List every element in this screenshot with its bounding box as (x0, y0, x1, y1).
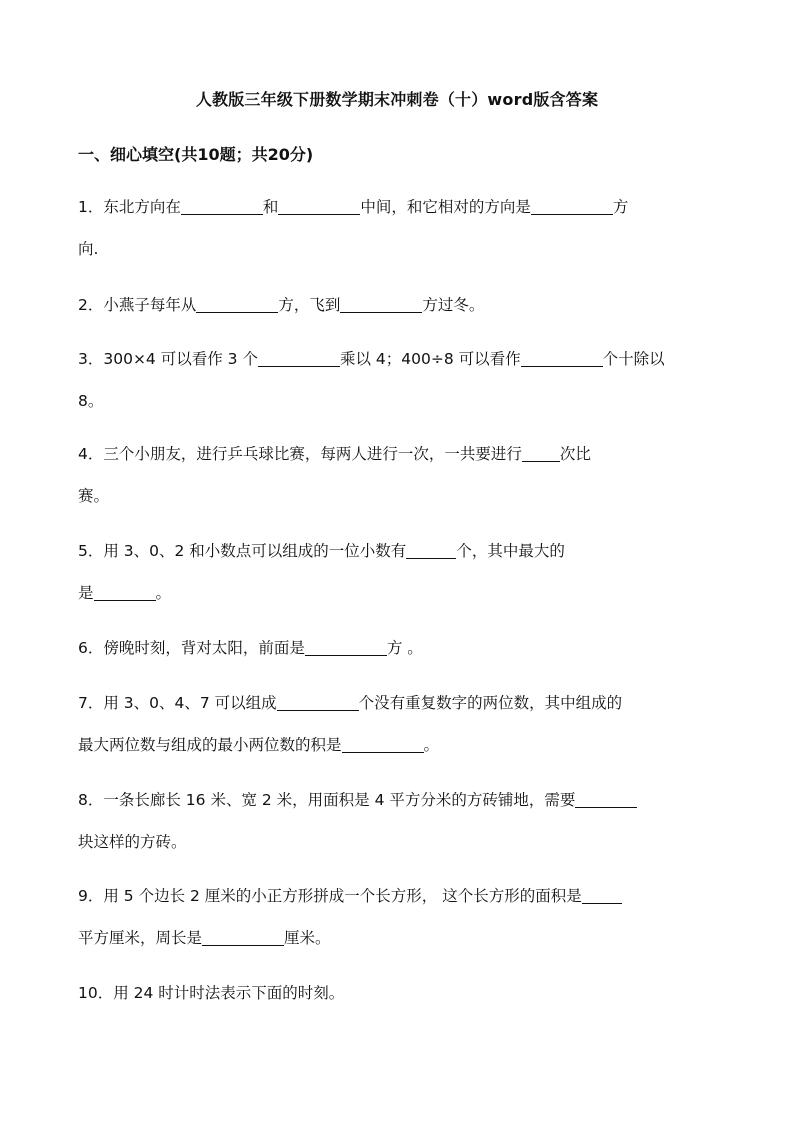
q1-text-b: 和 (262, 198, 279, 216)
q7-text-d: 。 (423, 736, 440, 754)
section-heading: 一、细心填空(共10题；共20分) (78, 145, 314, 164)
q4-text-c: 赛。 (78, 487, 110, 505)
q4-text-a: 4．三个小朋友，进行乒乓球比赛，每两人进行一次，一共要进行 (78, 445, 522, 463)
answer-blank[interactable] (522, 443, 560, 462)
q6-text-a: 6．傍晚时刻，背对太阳，前面是 (78, 639, 305, 657)
answer-blank[interactable] (181, 196, 263, 215)
q7-text-b: 个没有重复数字的两位数，其中组成的 (358, 694, 623, 712)
answer-blank[interactable] (575, 789, 637, 808)
question-10 (78, 972, 720, 1014)
q3-text-a: 3．300×4 可以看作 3 个 (78, 350, 258, 368)
q7-text-c: 最大两位数与组成的最小两位数的积是 (78, 736, 342, 754)
answer-blank[interactable] (531, 196, 613, 215)
q6-text-b: 方 。 (386, 639, 423, 657)
answer-blank[interactable] (521, 348, 603, 367)
q2-text-b: 方，飞到 (278, 296, 341, 314)
question-5 (78, 530, 720, 614)
q10-text-a: 10．用 24 时计时法表示下面的时刻。 (78, 984, 345, 1002)
question-3 (78, 338, 720, 422)
q1-text-e: 向. (78, 240, 99, 258)
question-2 (78, 284, 720, 326)
q3-text-d: 8。 (78, 392, 104, 410)
answer-blank[interactable] (342, 734, 424, 753)
q4-text-b: 次比 (559, 445, 591, 463)
answer-blank[interactable] (94, 582, 156, 601)
q9-text-b: 平方厘米，周长是 (78, 929, 203, 947)
question-6 (78, 627, 720, 669)
q8-text-b: 块这样的方砖。 (78, 833, 187, 851)
page-title: 人教版三年级下册数学期末冲刺卷（十）word版含答案 (195, 90, 599, 109)
q5-text-a: 5．用 3、0、2 和小数点可以组成的一位小数有 (78, 542, 407, 560)
q2-text-c: 方过冬。 (422, 296, 485, 314)
answer-blank[interactable] (202, 927, 284, 946)
question-8 (78, 779, 720, 863)
answer-blank[interactable] (258, 348, 340, 367)
answer-blank[interactable] (277, 692, 359, 711)
answer-blank[interactable] (305, 637, 387, 656)
q5-text-d: 。 (155, 584, 172, 602)
q2-text-a: 2．小燕子每年从 (78, 296, 197, 314)
q9-text-c: 厘米。 (284, 929, 331, 947)
q1-text-a: 1．东北方向在 (78, 198, 181, 216)
answer-blank[interactable] (278, 196, 360, 215)
question-4 (78, 433, 720, 517)
q9-text-a: 9．用 5 个边长 2 厘米的小正方形拼成一个长方形， 这个长方形的面积是 (78, 887, 582, 905)
answer-blank[interactable] (582, 885, 622, 904)
q3-text-b: 乘以 4；400÷8 可以看作 (339, 350, 521, 368)
q3-text-c: 个十除以 (602, 350, 665, 368)
question-9 (78, 875, 720, 959)
answer-blank[interactable] (406, 540, 456, 559)
q1-text-c: 中间，和它相对的方向是 (360, 198, 531, 216)
q7-text-a: 7．用 3、0、4、7 可以组成 (78, 694, 277, 712)
q5-text-b: 个，其中最大的 (456, 542, 565, 560)
q5-text-c: 是 (78, 584, 94, 602)
question-7 (78, 682, 720, 766)
q8-text-a: 8．一条长廊长 16 米、宽 2 米，用面积是 4 平方分米的方砖铺地，需要 (78, 791, 576, 809)
answer-blank[interactable] (340, 294, 422, 313)
question-1 (78, 186, 720, 270)
q1-text-d: 方 (612, 198, 629, 216)
answer-blank[interactable] (196, 294, 278, 313)
